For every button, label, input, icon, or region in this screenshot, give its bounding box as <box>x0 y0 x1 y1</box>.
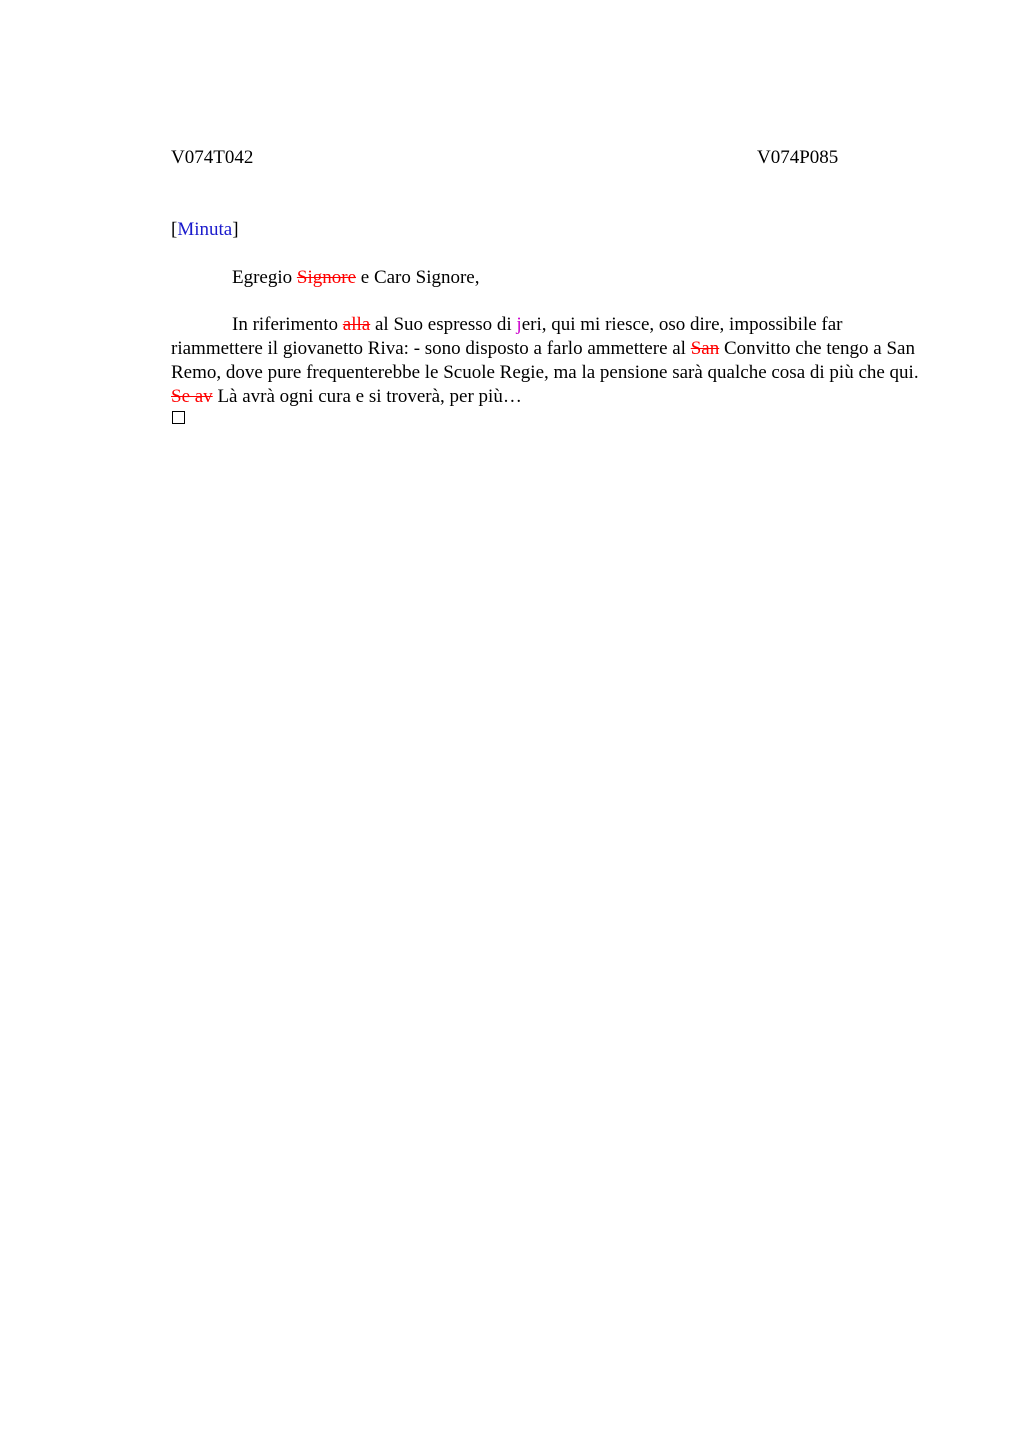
body-deletion-1: alla <box>342 314 371 335</box>
body-insertion-1: j <box>516 314 522 335</box>
minuta-text: Minuta <box>177 219 233 240</box>
body-segment-4: Convitto che tengo a San Remo, dove pure frequenterebbe le Scuole Regie, ma la pensione sarà qualche cosa di più che qui. <box>171 338 919 383</box>
open-bracket: [ <box>171 219 178 240</box>
body-paragraph <box>171 313 923 409</box>
minuta-label <box>171 219 239 241</box>
body-deletion-2: San <box>690 338 720 359</box>
body-segment-3: eri, qui mi riesce, oso dire, impossibile far riammettere il giovanetto Riva: - sono disposto a farlo ammettere al <box>171 314 843 359</box>
document-code-left: V074T042 <box>171 147 254 168</box>
close-bracket: ] <box>232 219 239 240</box>
document-code-right: V074P085 <box>757 147 839 168</box>
body-segment-2: al Suo espresso di <box>370 314 517 335</box>
salutation-part1: Egregio <box>232 267 297 288</box>
empty-square-icon <box>172 411 185 424</box>
salutation <box>232 267 480 289</box>
body-segment-5: Là avrà ogni cura e si troverà, per più… <box>212 386 522 407</box>
body-segment-1: In riferimento <box>232 314 343 335</box>
salutation-part2: e Caro Signore, <box>356 267 480 288</box>
salutation-deletion: Signore <box>296 267 357 288</box>
body-deletion-3: Se av <box>171 386 213 407</box>
